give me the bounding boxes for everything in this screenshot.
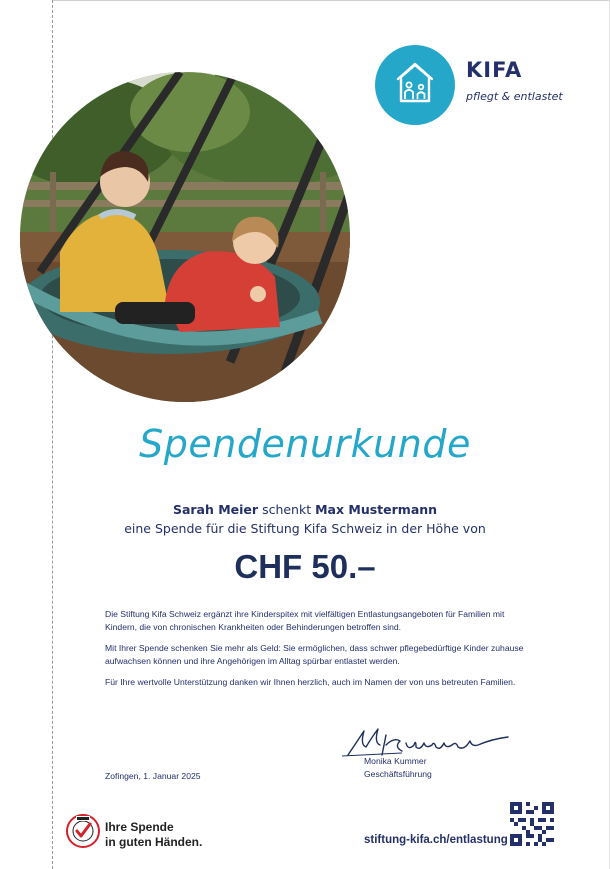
trust-line-1: Ihre Spende — [105, 820, 174, 834]
body-text — [105, 608, 525, 697]
top-border — [52, 0, 610, 1]
paragraph-3: Für Ihre wertvolle Unterstützung danken wir Ihnen herzlich, auch im Namen der von uns betreuten Familien. — [105, 677, 516, 687]
house-family-icon — [375, 45, 455, 125]
donor-name: Sarah Meier — [172, 502, 259, 517]
donation-line — [0, 502, 610, 517]
signer-name: Monika Kummer — [364, 756, 427, 766]
signature — [342, 725, 517, 759]
logo-badge — [375, 45, 455, 125]
children-on-swing-photo — [20, 72, 350, 402]
donation-description: eine Spende für die Stiftung Kifa Schweiz in der Höhe von — [124, 521, 486, 536]
signer-role: Geschäftsführung — [364, 769, 432, 779]
paragraph-2: Mit Ihrer Spende schenken Sie mehr als Geld: Sie ermöglichen, dass schwer pflegebedürftige Kinder zuhause aufwachsen können und ihre Angehörigen im Alltag spürbar entlastet werden. — [105, 643, 524, 666]
zewo-seal-icon — [66, 814, 100, 848]
trust-line-2: in guten Händen. — [105, 835, 203, 849]
donation-amount: CHF 50.– — [234, 548, 376, 585]
recipient-name: Max Mustermann — [315, 502, 438, 517]
website-link[interactable]: stiftung-kifa.ch/entlastung — [364, 834, 508, 846]
place-date: Zofingen, 1. Januar 2025 — [105, 771, 201, 781]
logo-tagline: pflegt & entlastet — [466, 90, 563, 103]
certificate-title: Spendenurkunde — [139, 422, 471, 466]
donation-verb: schenkt — [262, 502, 312, 517]
qr-code-icon[interactable] — [510, 802, 554, 846]
logo-name: KIFA — [466, 58, 523, 82]
paragraph-1: Die Stiftung Kifa Schweiz ergänzt ihre Kinderspitex mit vielfältigen Entlastungsangeboten für Familien mit Kindern, die von chronischen Krankheiten oder Behinderungen betroffen sind. — [105, 609, 505, 632]
